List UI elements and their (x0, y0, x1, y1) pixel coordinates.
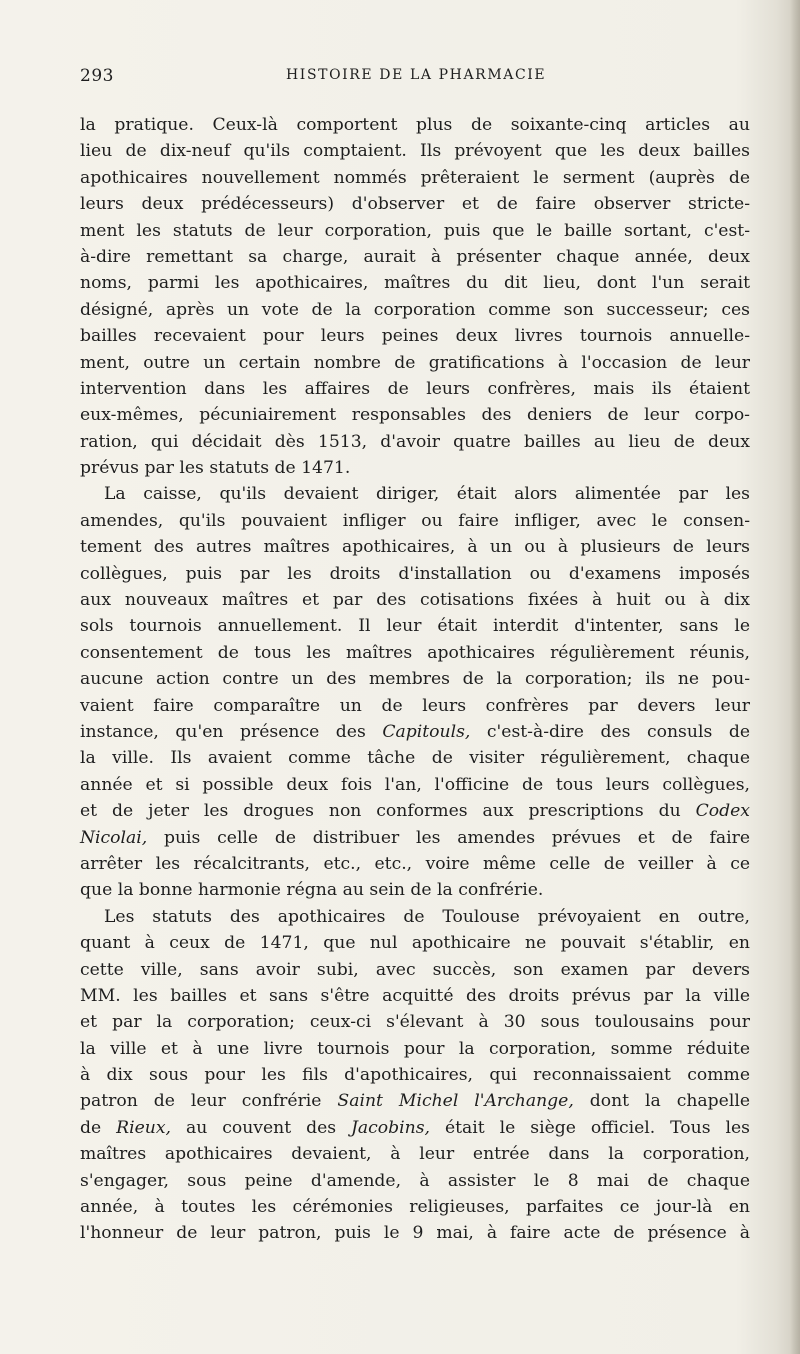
text-line (80, 1062, 750, 1088)
text-line (80, 1036, 750, 1062)
text-line (80, 851, 750, 877)
text-run: à-dire remettant sa charge, aurait à présenter chaque année, deux (80, 246, 750, 267)
text-line (80, 772, 750, 798)
text-run: dont la chapelle (573, 1091, 751, 1112)
text-run: et par la corporation; ceux-ci s'élevant à 30 sous toulousains pour (80, 1012, 750, 1033)
text-line (80, 930, 750, 956)
text-line (80, 270, 750, 296)
text-run: année, à toutes les cérémonies religieuses, parfaites ce jour-là en (80, 1197, 750, 1218)
text-line (80, 112, 750, 138)
text-line (80, 350, 750, 376)
text-line (80, 561, 750, 587)
page-number: 293 (80, 66, 114, 86)
text-run: l'honneur de leur patron, puis le 9 mai, à faire acte de présence à (80, 1223, 750, 1244)
text-run: année et si possible deux fois l'an, l'officine de tous leurs collègues, (80, 774, 750, 795)
text-run: patron de leur confrérie (80, 1091, 338, 1112)
text-run: que la bonne harmonie régna au sein de la confrérie. (80, 880, 544, 901)
text-line (80, 983, 750, 1009)
italic-text: Nicolai, (80, 827, 148, 848)
text-run: vaient faire comparaître un de leurs confrères par devers leur (80, 695, 750, 716)
text-line (80, 534, 750, 560)
text-line (80, 877, 750, 903)
text-run: c'est-à-dire des consuls de (470, 721, 750, 742)
text-line (80, 1009, 750, 1035)
text-run: prévus par les statuts de 1471. (80, 458, 351, 479)
body-text (80, 112, 750, 1247)
text-line (80, 1088, 750, 1114)
running-header (80, 66, 750, 90)
text-run: noms, parmi les apothicaires, maîtres du dit lieu, dont l'un serait (80, 273, 750, 294)
text-line (80, 693, 750, 719)
text-line (80, 429, 750, 455)
text-run: ment, outre un certain nombre de gratifications à l'occasion de leur (80, 352, 750, 373)
book-title: HISTOIRE DE LA PHARMACIE (286, 67, 547, 83)
text-run: puis celle de distribuer les amendes prévues et de faire (147, 827, 750, 848)
text-run: cette ville, sans avoir subi, avec succès, son examen par devers (80, 959, 750, 980)
text-line (80, 1141, 750, 1167)
text-line (80, 402, 750, 428)
text-line (80, 745, 750, 771)
text-run: La caisse, qu'ils devaient diriger, était alors alimentée par les (104, 484, 750, 505)
text-line (80, 376, 750, 402)
text-line (80, 587, 750, 613)
text-run: intervention dans les affaires de leurs confrères, mais ils étaient (80, 378, 750, 399)
text-run: collègues, puis par les droits d'installation ou d'examens imposés (80, 563, 750, 584)
text-run: à dix sous pour les fils d'apothicaires, qui reconnaissaient comme (80, 1065, 750, 1086)
text-run: maîtres apothicaires devaient, à leur entrée dans la corporation, (80, 1144, 750, 1165)
text-run: s'engager, sous peine d'amende, à assister le 8 mai de chaque (80, 1170, 750, 1191)
text-line (80, 957, 750, 983)
text-run: quant à ceux de 1471, que nul apothicaire ne pouvait s'établir, en (80, 933, 750, 954)
text-run: la pratique. Ceux-là comportent plus de soixante-cinq articles au (80, 115, 750, 135)
text-run: eux-mêmes, pécuniairement responsables des deniers de leur corpo- (80, 405, 750, 426)
italic-text: Codex (695, 801, 750, 822)
text-run: instance, qu'en présence des (80, 721, 383, 742)
text-line (80, 904, 750, 930)
text-run: aux nouveaux maîtres et par des cotisations fixées à huit ou à dix (80, 590, 750, 611)
text-run: consentement de tous les maîtres apothicaires régulièrement réunis, (80, 642, 750, 663)
text-line (80, 481, 750, 507)
text-line (80, 1168, 750, 1194)
text-line (80, 1220, 750, 1246)
text-run: lieu de dix-neuf qu'ils comptaient. Ils prévoyent que les deux bailles (80, 141, 750, 162)
text-line (80, 798, 750, 824)
text-run: la ville. Ils avaient comme tâche de visiter régulièrement, chaque (80, 748, 750, 769)
text-run: au couvent des (170, 1117, 352, 1138)
text-run: tement des autres maîtres apothicaires, à un ou à plusieurs de leurs (80, 537, 750, 558)
italic-text: Rieux, (116, 1117, 171, 1138)
text-run: arrêter les récalcitrants, etc., etc., voire même celle de veiller à ce (80, 853, 750, 874)
text-line (80, 613, 750, 639)
italic-text: Capitouls, (382, 721, 471, 742)
text-run: était le siège officiel. Tous les (430, 1117, 750, 1138)
text-line (80, 719, 750, 745)
text-run: MM. les bailles et sans s'être acquitté des droits prévus par la ville (80, 985, 750, 1006)
text-line (80, 1194, 750, 1220)
text-line (80, 244, 750, 270)
text-run: sols tournois annuellement. Il leur était interdit d'intenter, sans le (80, 616, 750, 637)
text-line (80, 165, 750, 191)
text-run: la ville et à une livre tournois pour la corporation, somme réduite (80, 1038, 750, 1059)
text-line (80, 323, 750, 349)
text-run: ration, qui décidait dès 1513, d'avoir quatre bailles au lieu de deux (80, 431, 750, 452)
text-line (80, 825, 750, 851)
text-line (80, 455, 750, 481)
text-line (80, 1115, 750, 1141)
text-run: ment les statuts de leur corporation, puis que le baille sortant, c'est- (80, 220, 750, 241)
text-run: Les statuts des apothicaires de Toulouse prévoyaient en outre, (104, 906, 750, 927)
italic-text: Saint Michel l'Archange, (337, 1091, 574, 1112)
text-run: aucune action contre un des membres de la corporation; ils ne pou- (80, 669, 750, 690)
text-line (80, 191, 750, 217)
text-line (80, 218, 750, 244)
text-run: de (80, 1117, 117, 1138)
text-run: leurs deux prédécesseurs) d'observer et de faire observer stricte- (80, 194, 750, 215)
text-run: amendes, qu'ils pouvaient infliger ou faire infliger, avec le consen- (80, 510, 750, 531)
page-edge-shadow (790, 0, 800, 1354)
text-line (80, 138, 750, 164)
text-run: et de jeter les drogues non conformes aux prescriptions du (80, 801, 696, 822)
italic-text: Jacobins, (351, 1117, 431, 1138)
text-line (80, 666, 750, 692)
text-run: apothicaires nouvellement nommés prêteraient le serment (auprès de (80, 167, 750, 188)
text-line (80, 640, 750, 666)
text-line (80, 297, 750, 323)
text-line (80, 508, 750, 534)
text-run: désigné, après un vote de la corporation comme son successeur; ces (80, 299, 750, 320)
text-run: bailles recevaient pour leurs peines deux livres tournois annuelle- (80, 326, 750, 347)
